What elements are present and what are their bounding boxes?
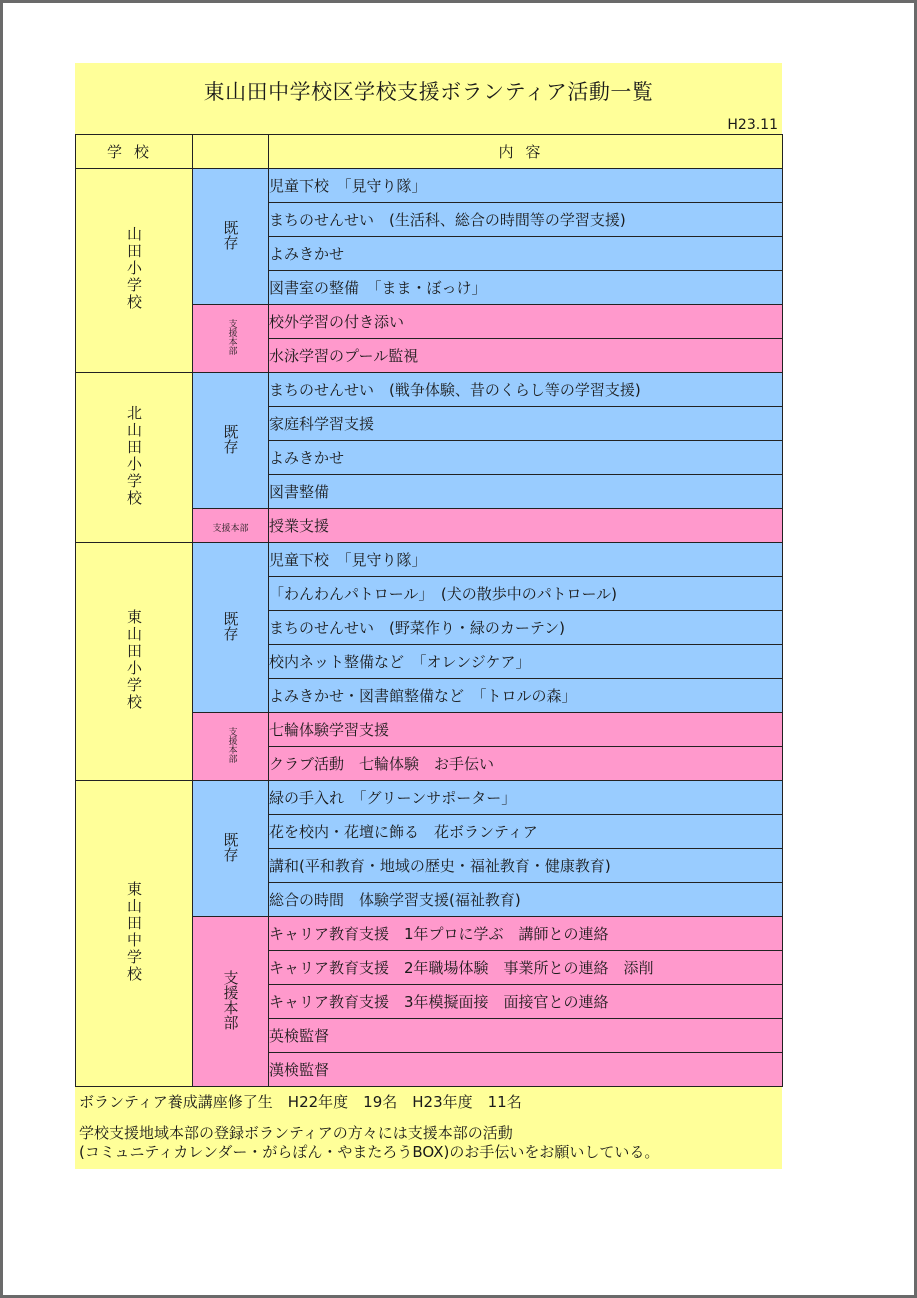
footer-notes <box>75 1087 782 1169</box>
activity-item: まちのせんせい (戦争体験、昔のくらし等の学習支援) <box>269 373 783 407</box>
activity-item: 漢検監督 <box>269 1053 783 1087</box>
volunteer-activity-sheet <box>75 63 782 1169</box>
activity-item: 児童下校 「見守り隊」 <box>269 543 783 577</box>
title-block <box>75 63 782 134</box>
activity-item: 花を校内・花壇に飾る 花ボランティア <box>269 815 783 849</box>
table-row <box>76 169 783 203</box>
category-cell <box>193 781 269 917</box>
activity-item: クラブ活動 七輪体験 お手伝い <box>269 747 783 781</box>
date-label: H23.11 <box>727 117 778 133</box>
content-column-header: 内容 <box>269 135 783 169</box>
activity-item: 「わんわんパトロール」 (犬の散歩中のパトロール) <box>269 577 783 611</box>
table-row <box>76 781 783 815</box>
activity-table <box>75 134 783 1087</box>
category-column-header <box>193 135 269 169</box>
activity-item: 緑の手入れ 「グリーンサポーター」 <box>269 781 783 815</box>
table-row <box>76 543 783 577</box>
table-row <box>76 373 783 407</box>
school-name: 北山田小学校 <box>125 404 143 507</box>
activity-item: キャリア教育支援 3年模擬面接 面接官との連絡 <box>269 985 783 1019</box>
category-label: 支援本部 <box>226 726 237 763</box>
school-column-header: 学校 <box>76 135 193 169</box>
category-label: 既存 <box>221 423 240 454</box>
school-name: 山田小学校 <box>125 226 143 311</box>
school-name-cell <box>76 543 193 781</box>
page-title: 東山田中学校区学校支援ボランティア活動一覧 <box>203 80 654 104</box>
category-cell <box>193 509 269 543</box>
activity-item: よみきかせ <box>269 441 783 475</box>
footer-line-graduates: ボランティア養成講座修了生 H22年度 19名 H23年度 11名 <box>79 1093 522 1111</box>
activity-item: 七輪体験学習支援 <box>269 713 783 747</box>
school-name-cell <box>76 373 193 543</box>
activity-item: 講和(平和教育・地域の歴史・福祉教育・健康教育) <box>269 849 783 883</box>
activity-item: まちのせんせい (野菜作り・緑のカーテン) <box>269 611 783 645</box>
category-cell <box>193 169 269 305</box>
activity-item: キャリア教育支援 2年職場体験 事業所との連絡 添削 <box>269 951 783 985</box>
activity-item: 校外学習の付き添い <box>269 305 783 339</box>
school-name: 東山田小学校 <box>125 608 143 711</box>
activity-item: よみきかせ <box>269 237 783 271</box>
activity-item: 英検監督 <box>269 1019 783 1053</box>
activity-item: 家庭科学習支援 <box>269 407 783 441</box>
category-cell <box>193 373 269 509</box>
school-name: 東山田中学校 <box>125 880 143 983</box>
activity-item: キャリア教育支援 1年プロに学ぶ 講師との連絡 <box>269 917 783 951</box>
category-label: 既存 <box>221 831 240 862</box>
activity-item: 授業支援 <box>269 509 783 543</box>
category-label: 既存 <box>221 219 240 250</box>
activity-item: 図書整備 <box>269 475 783 509</box>
school-name-cell <box>76 781 193 1087</box>
activity-item: 校内ネット整備など 「オレンジケア」 <box>269 645 783 679</box>
category-label: 支援本部 <box>212 523 249 534</box>
school-name-cell <box>76 169 193 373</box>
activity-item: よみきかせ・図書館整備など 「トロルの森」 <box>269 679 783 713</box>
header-row <box>76 135 783 169</box>
category-cell <box>193 713 269 781</box>
category-label: 支援本部 <box>221 969 240 1030</box>
activity-item: 水泳学習のプール監視 <box>269 339 783 373</box>
category-cell <box>193 917 269 1087</box>
activity-item: 総合の時間 体験学習支援(福祉教育) <box>269 883 783 917</box>
activity-item: 児童下校 「見守り隊」 <box>269 169 783 203</box>
category-label: 既存 <box>221 610 240 641</box>
activity-item: まちのせんせい (生活科、総合の時間等の学習支援) <box>269 203 783 237</box>
category-cell <box>193 305 269 373</box>
activity-item: 図書室の整備 「まま・ぼっけ」 <box>269 271 783 305</box>
category-cell <box>193 543 269 713</box>
category-label: 支援本部 <box>226 318 237 355</box>
footer-line-support: 学校支援地域本部の登録ボランティアの方々には支援本部の活動 <box>79 1123 513 1142</box>
footer-line-support-detail: (コミュニティカレンダー・がらぽん・やまたろうBOX)のお手伝いをお願いしている。 <box>79 1142 660 1161</box>
